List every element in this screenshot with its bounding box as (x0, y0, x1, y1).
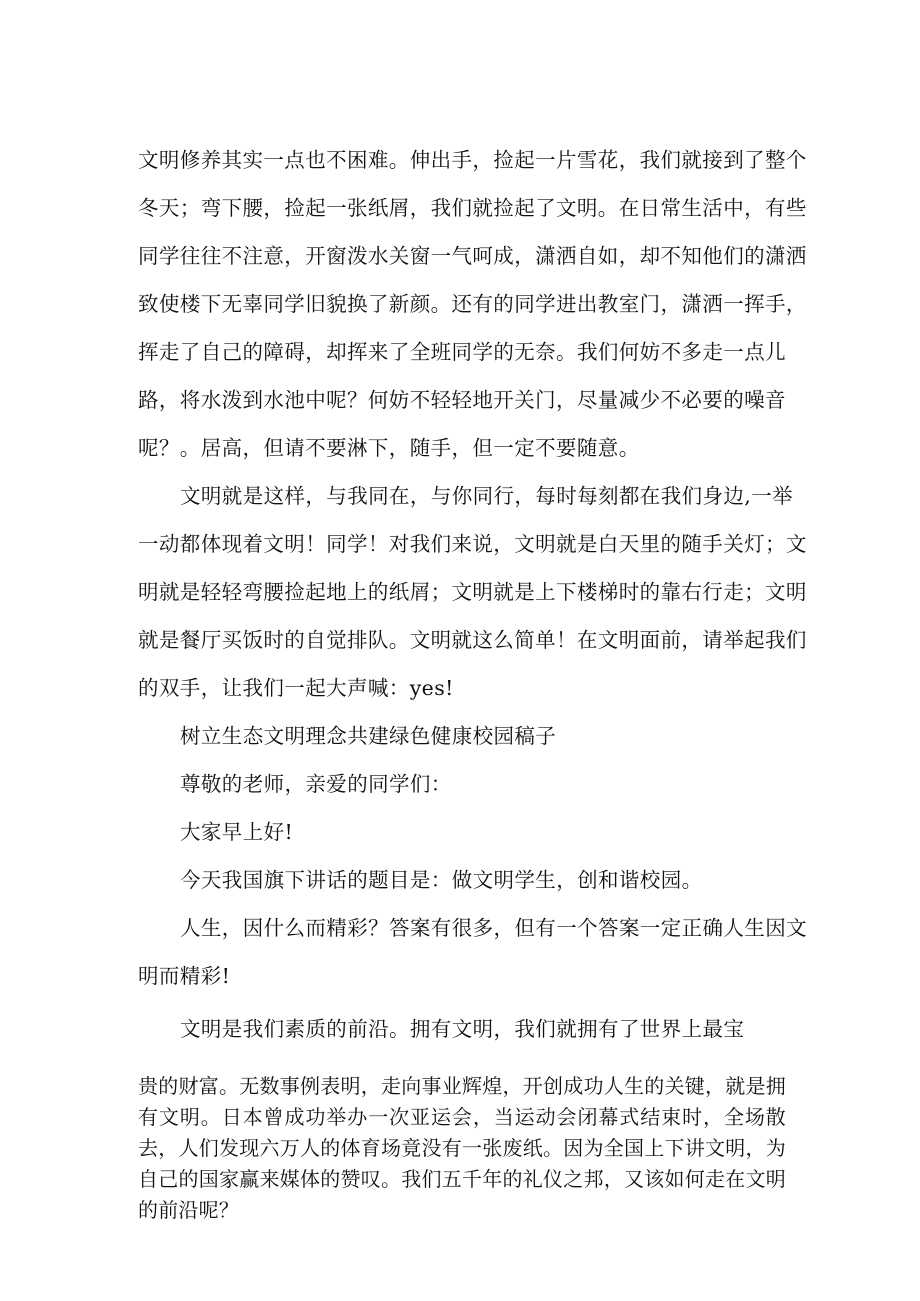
paragraph-1-line-1: 文明修养其实一点也不困难。伸出手，捡起一片雪花，我们就接到了整个 (138, 148, 807, 172)
paragraph-2-line-5: 的双手，让我们一起大声喊：yes! (138, 676, 454, 700)
paragraph-2-line-2: 一动都体现着文明！同学！对我们来说，文明就是白天里的随手关灯；文 (138, 532, 807, 556)
paragraph-3-line-1: 人生，因什么而精彩？答案有很多，但有一个答案一定正确人生因文 (180, 916, 807, 940)
paragraph-1-line-6: 路，将水泼到水池中呢？何妨不轻轻地开关门，尽量减少不必要的噪音 (138, 388, 786, 412)
paragraph-1-line-2: 冬天；弯下腰，捡起一张纸屑，我们就捡起了文明。在日常生活中，有些 (138, 196, 807, 220)
paragraph-1-line-5: 挥走了自己的障碍，却挥来了全班同学的无奈。我们何妨不多走一点儿 (138, 340, 786, 364)
paragraph-1-line-4: 致使楼下无辜同学旧貌换了新颜。还有的同学进出教室门，潇洒一挥手， (138, 292, 807, 316)
good-morning: 大家早上好! (180, 820, 294, 844)
paragraph-3-line-2: 明而精彩! (138, 964, 231, 988)
paragraph-5-line-4: 自己的国家赢来媒体的赞叹。我们五千年的礼仪之邦，又该如何走在文明 (138, 1167, 786, 1191)
paragraph-4-line-1: 文明是我们素质的前沿。拥有文明，我们就拥有了世界上最宝 (180, 1017, 745, 1041)
paragraph-2-line-1: 文明就是这样，与我同在，与你同行，每时每刻都在我们身边,一举 (180, 484, 794, 508)
greeting: 尊敬的老师，亲爱的同学们： (180, 772, 452, 796)
paragraph-5-line-1: 贵的财富。无数事例表明，走向事业辉煌，开创成功人生的关键，就是拥 (138, 1074, 786, 1098)
paragraph-1-line-3: 同学往往不注意，开窗泼水关窗一气呵成，潇洒自如，却不知他们的潇洒 (138, 244, 807, 268)
paragraph-5-line-5: 的前沿呢？ (138, 1198, 239, 1222)
paragraph-2-line-3: 明就是轻轻弯腰捡起地上的纸屑；文明就是上下楼梯时的靠右行走；文明 (138, 580, 807, 604)
paragraph-2-line-4: 就是餐厅买饭时的自觉排队。文明就这么简单！在文明面前，请举起我们 (138, 628, 807, 652)
paragraph-5-line-2: 有文明。日本曾成功举办一次亚运会，当运动会闭幕式结束时，全场散 (138, 1105, 786, 1129)
speech-title: 树立生态文明理念共建绿色健康校园稿子 (180, 724, 557, 748)
speech-topic: 今天我国旗下讲话的题目是：做文明学生，创和谐校园。 (180, 868, 703, 892)
paragraph-1-line-7: 呢？。居高，但请不要淋下，随手，但一定不要随意。 (138, 436, 640, 460)
paragraph-5-line-3: 去，人们发现六万人的体育场竟没有一张废纸。因为全国上下讲文明，为 (138, 1136, 786, 1160)
